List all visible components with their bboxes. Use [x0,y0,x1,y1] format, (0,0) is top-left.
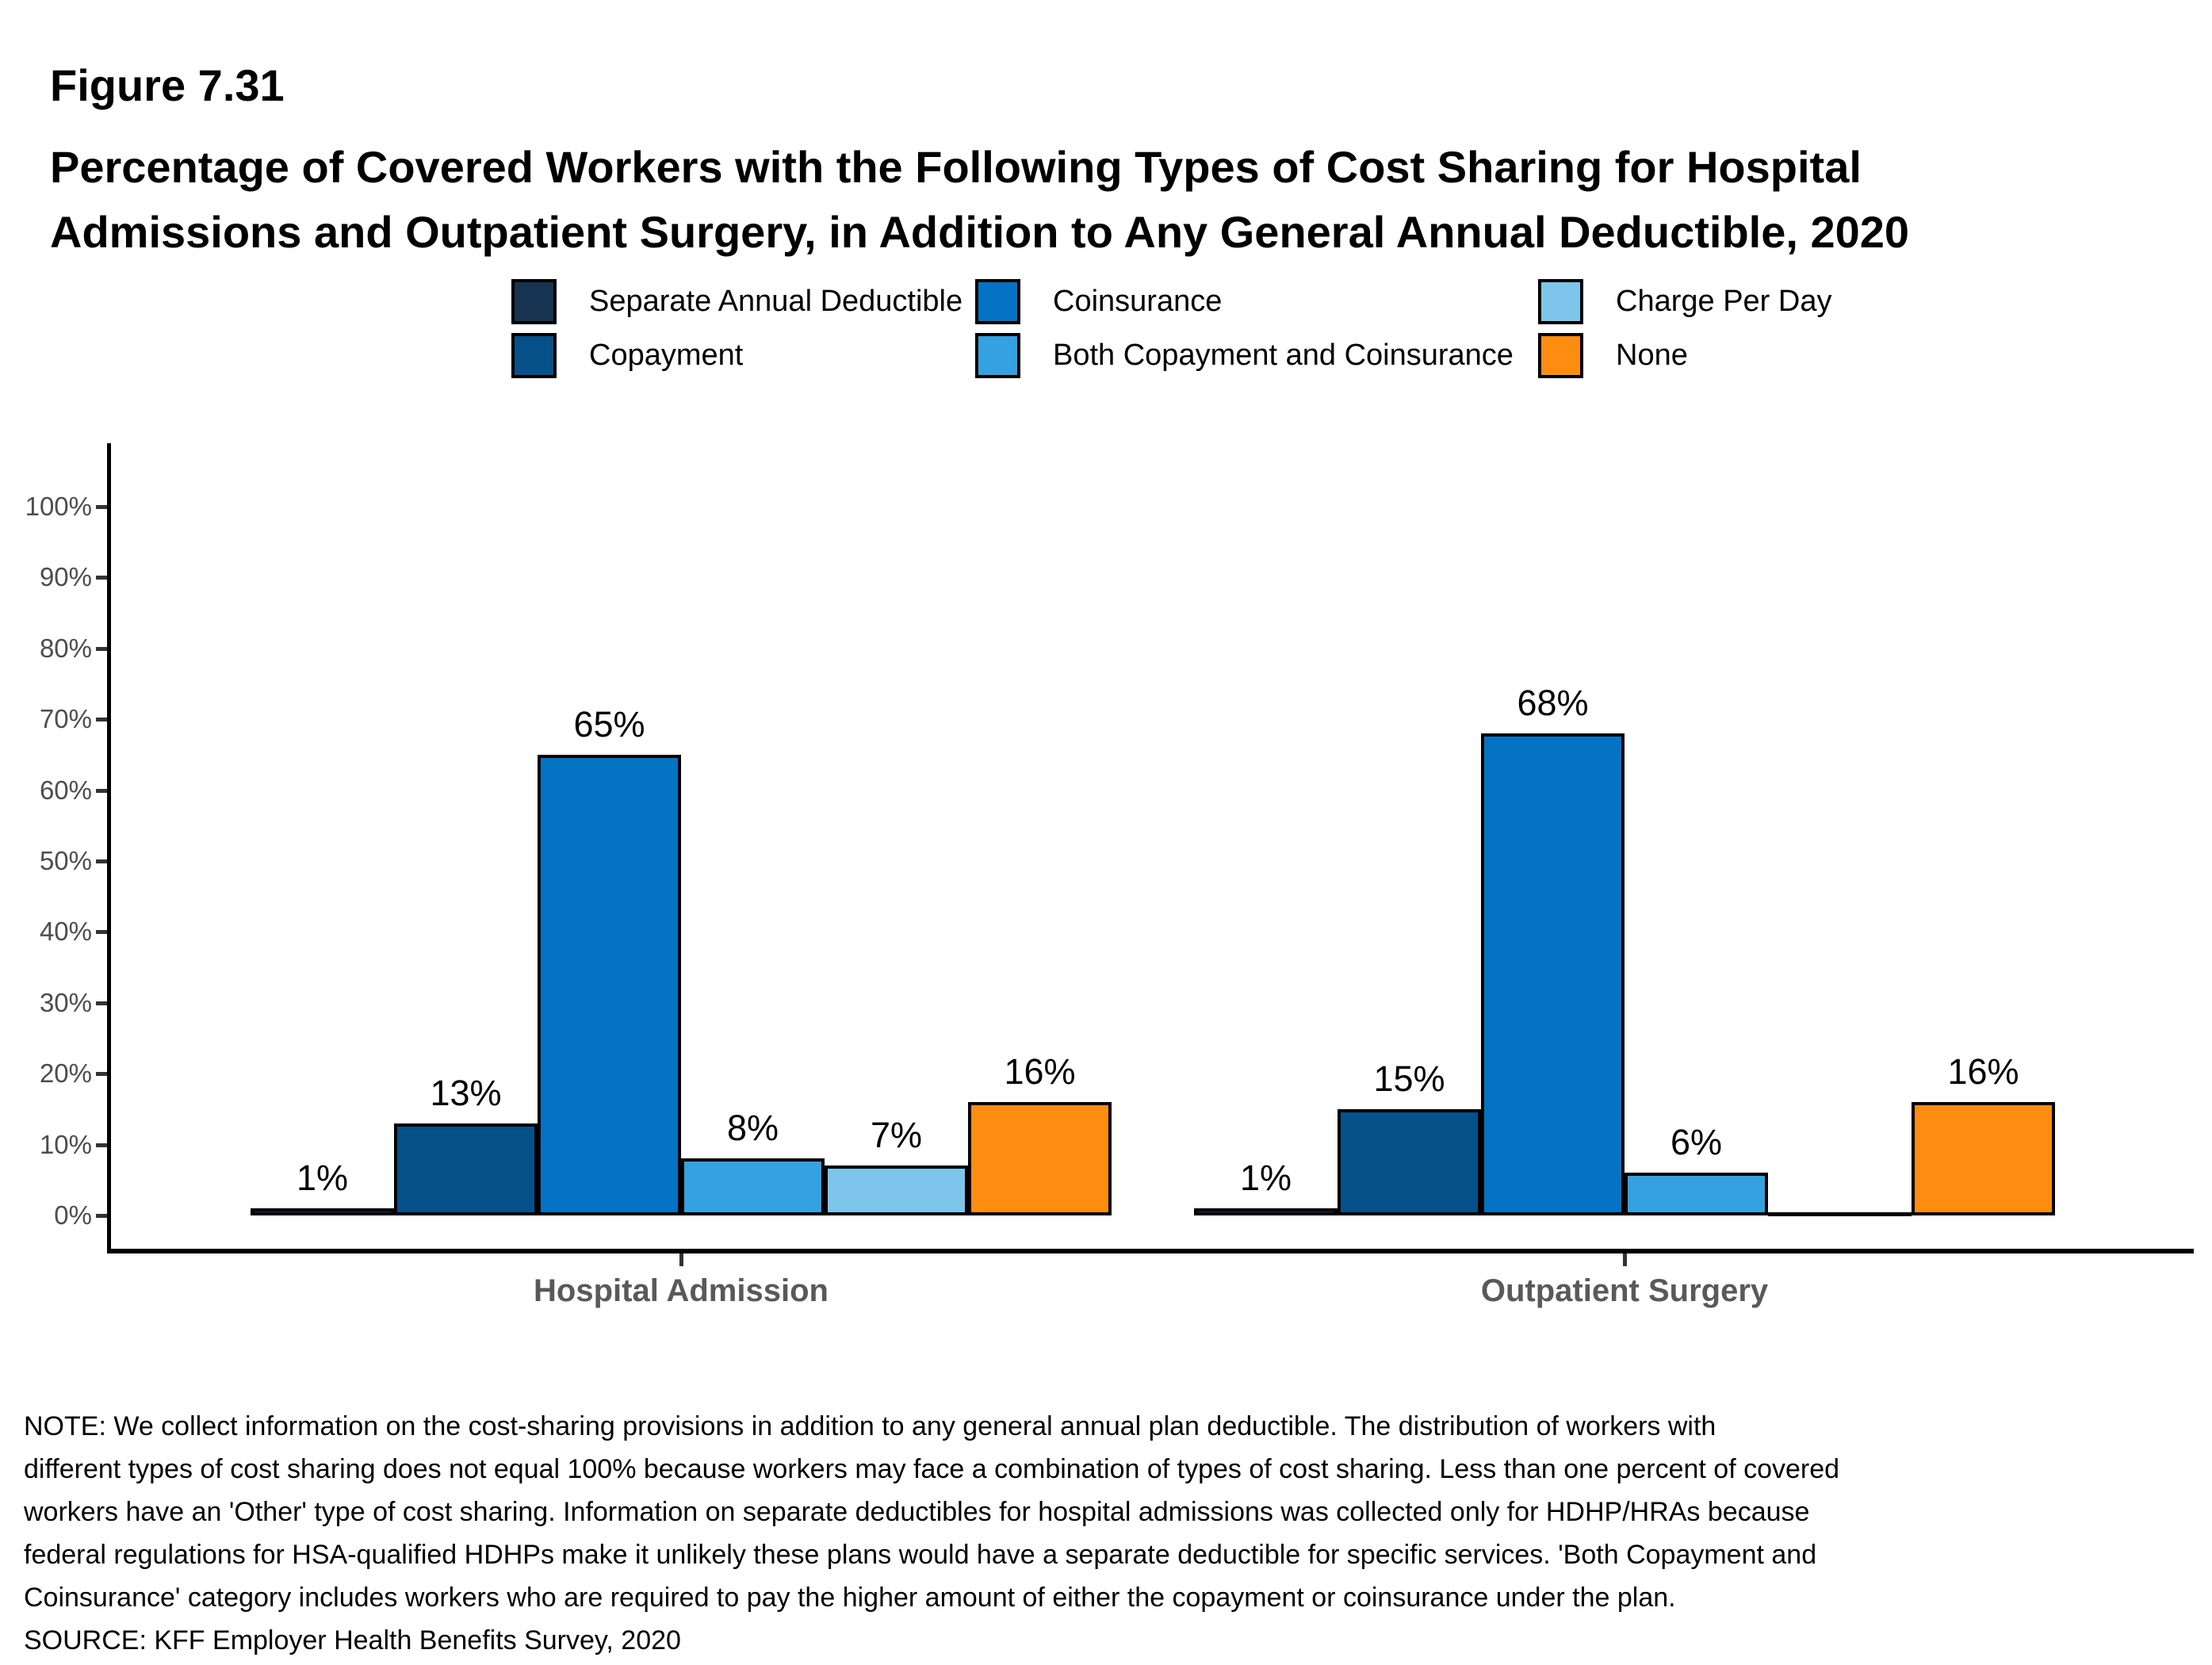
figure-label: Figure 7.31 [50,60,285,110]
y-tick-label: 90% [39,562,92,592]
bar-zero-1-4 [1768,1212,1912,1216]
y-axis [107,443,111,1254]
bar-value-label: 7% [870,1115,923,1155]
note-line: workers have an 'Other' type of cost sharing. Information on separate deductibles for hospital admissions was collected only for HDHP/HRAs because [24,1497,1810,1527]
bar [1338,1109,1481,1215]
bar [1625,1173,1768,1215]
y-axis-tick [96,1143,107,1147]
bar [681,1158,825,1215]
category-label: Outpatient Surgery [1480,1273,1769,1308]
y-axis-tick [96,718,107,722]
y-tick-label: 40% [39,917,92,947]
x-axis-tick [1623,1254,1627,1266]
y-axis-tick [96,789,107,793]
bar-value-label: 68% [1517,683,1589,723]
y-tick-label: 20% [39,1058,92,1089]
legend-item-label: Both Copayment and Coinsurance [1053,339,1514,372]
y-tick-label: 80% [39,633,92,663]
bar [251,1208,394,1215]
y-axis-tick [96,1214,107,1218]
bar [1194,1208,1338,1215]
note-line: federal regulations for HSA-qualified HDHPs make it unlikely these plans would have a separate deductible for specific services. 'Both Copayment and [24,1540,1817,1570]
bar-value-label: 15% [1373,1058,1445,1099]
legend-item-label: Coinsurance [1053,285,1223,318]
source-line: SOURCE: KFF Employer Health Benefits Survey, 2020 [24,1625,681,1655]
bar-value-label: 16% [1947,1051,2019,1092]
bar-value-label: 13% [430,1073,502,1113]
bar-value-label: 8% [726,1108,779,1148]
chart-title-line-2: Admissions and Outpatient Surgery, in Addition to Any General Annual Deductible, 2020 [50,207,1910,257]
bar-value-label: 16% [1004,1051,1076,1092]
x-axis-tick [679,1254,683,1266]
y-axis-tick [96,505,107,509]
category-label: Hospital Admission [534,1273,829,1308]
legend-item-label: Separate Annual Deductible [589,285,963,318]
note-line: NOTE: We collect information on the cost-sharing provisions in addition to any general annual plan deductible. The distribution of workers with [24,1411,1716,1441]
note-block [24,1405,1839,1662]
legend-item-label: Copayment [589,339,744,372]
y-tick-label: 0% [54,1200,92,1230]
note-line: Coinsurance' category includes workers who are required to pay the higher amount of either the copayment or coinsurance under the plan. [24,1583,1676,1613]
y-axis-tick [96,930,107,934]
bar [825,1166,968,1215]
legend-item-label: Charge Per Day [1616,285,1832,318]
y-axis-tick [96,1001,107,1005]
y-axis-tick [96,576,107,580]
legend-item-label: None [1616,339,1688,372]
bar-value-label: 1% [1239,1158,1292,1198]
y-tick-label: 30% [39,987,92,1017]
bar-value-label: 6% [1670,1122,1723,1162]
bar-value-label: 1% [296,1158,349,1198]
y-axis-tick [96,1072,107,1076]
y-tick-label: 50% [39,846,92,875]
chart-title-line-1: Percentage of Covered Workers with the Following Types of Cost Sharing for Hospital [50,142,1862,192]
y-tick-label: 70% [39,704,92,734]
note-line: different types of cost sharing does not equal 100% because workers may face a combination of types of cost sharing. Less than one percent of covered [24,1454,1840,1484]
y-tick-label: 100% [25,492,92,521]
bar [394,1123,538,1215]
y-tick-label: 60% [39,775,92,805]
bar-value-label: 65% [573,704,645,744]
y-axis-tick [96,859,107,863]
x-axis [107,1249,2194,1254]
bar [1912,1102,2055,1215]
bar [968,1102,1112,1215]
y-axis-tick [96,647,107,651]
y-tick-label: 10% [39,1129,92,1159]
